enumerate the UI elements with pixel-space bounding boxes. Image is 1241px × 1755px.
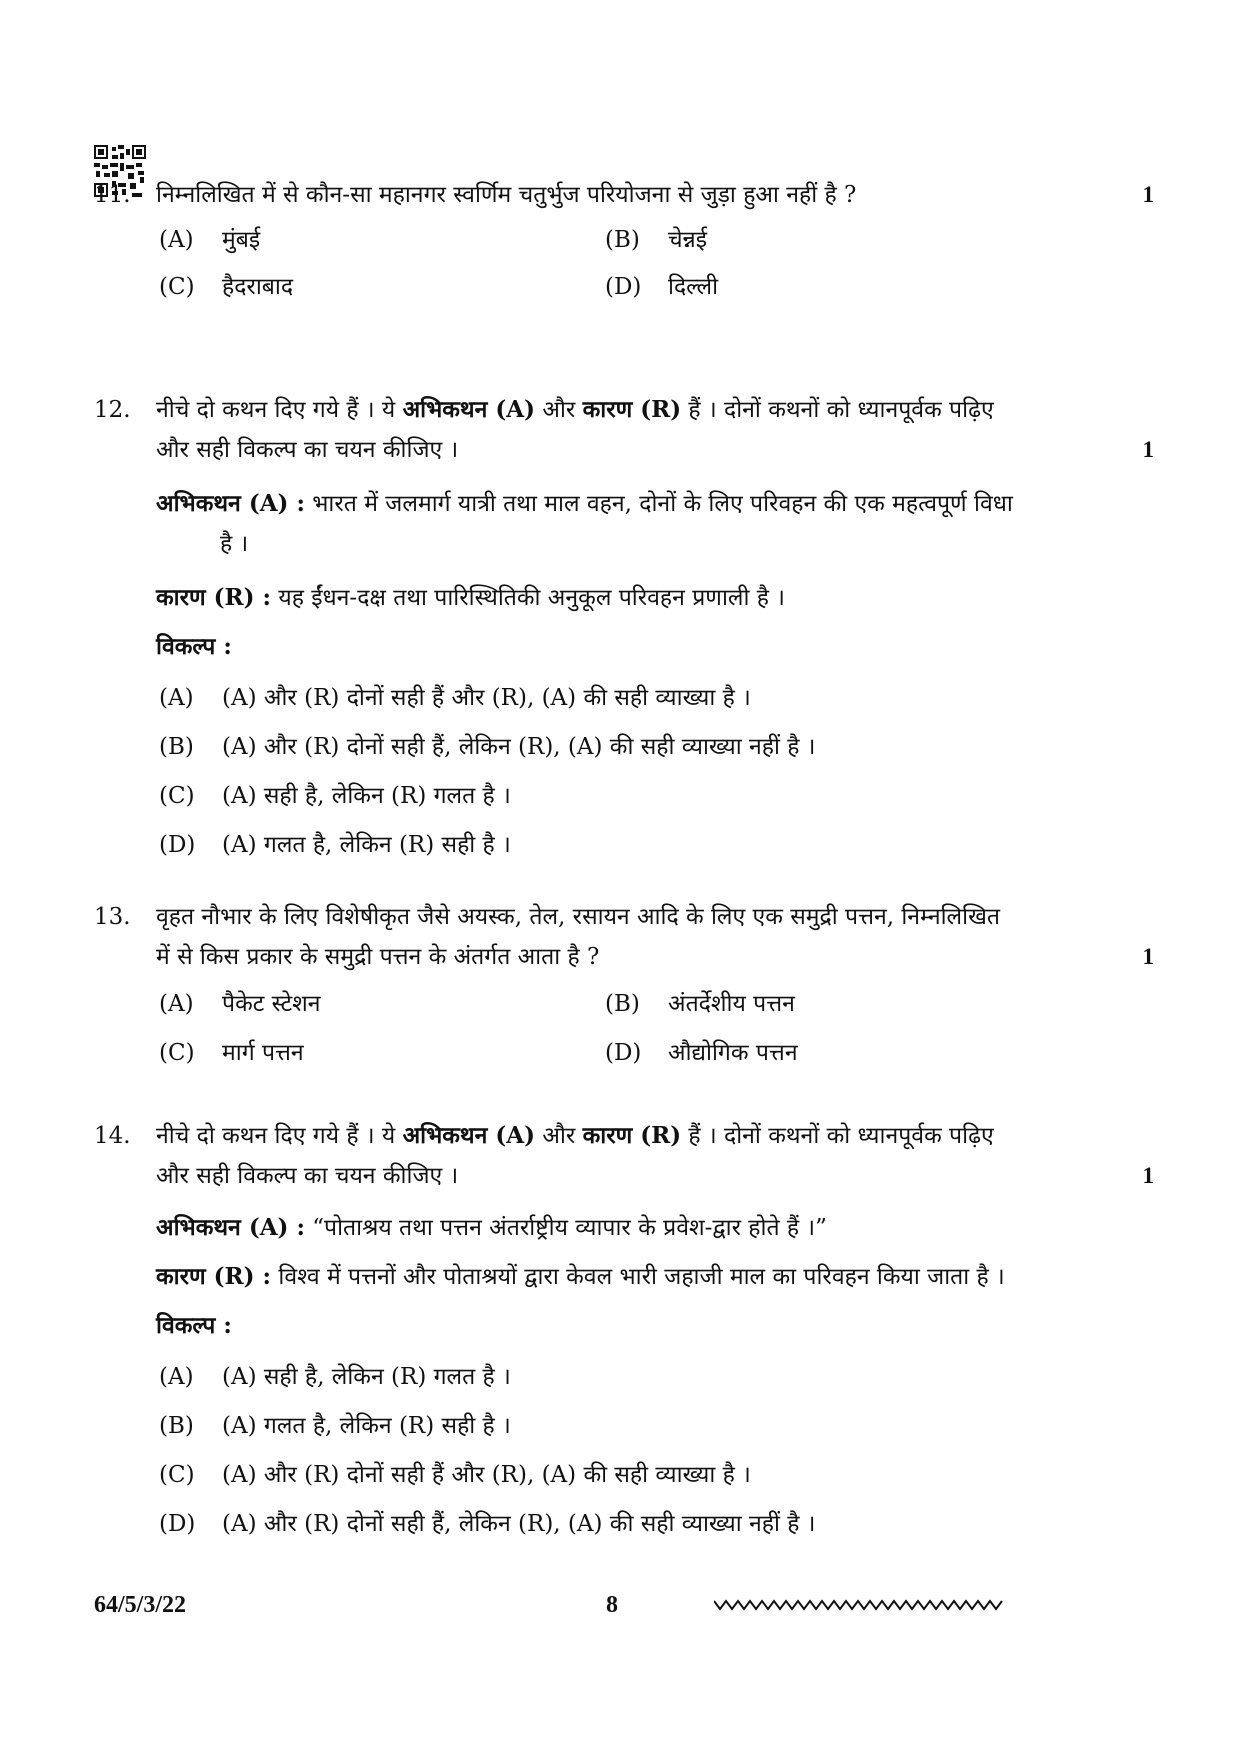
option-label: (B): [159, 734, 194, 760]
option-label: (B): [159, 1413, 194, 1439]
option-label: (B): [605, 227, 640, 253]
marks: 1: [1142, 437, 1154, 462]
option-text: दिल्ली: [668, 274, 719, 300]
page-number: 8: [606, 1592, 618, 1618]
option-text: (A) सही है, लेकिन (R) गलत है ।: [222, 1364, 511, 1390]
option-text: (A) सही है, लेकिन (R) गलत है ।: [222, 783, 511, 809]
reason: कारण (R) : यह ईंधन-दक्ष तथा पारिस्थितिकी अनुकूल परिवहन प्रणाली है ।: [156, 584, 785, 611]
question-number: 12.: [94, 397, 131, 423]
choices-label: विकल्प :: [156, 633, 232, 660]
options-row: [94, 984, 1154, 1024]
paper-code: 64/5/3/22: [94, 1592, 187, 1618]
question-text: नीचे दो कथन दिए गये हैं । ये अभिकथन (A) और कारण (R) हैं । दोनों कथनों को ध्यानपूर्वक पढ़िए: [156, 1122, 994, 1149]
option-text: चेन्नई: [668, 227, 708, 253]
option-text: (A) और (R) दोनों सही हैं और (R), (A) की सही व्याख्या है ।: [222, 685, 751, 711]
question-14: [94, 1116, 1154, 1544]
question-number: 13.: [94, 904, 131, 930]
question-number: 14.: [94, 1123, 131, 1149]
option-label: (A): [159, 685, 194, 711]
assertion: अभिकथन (A) : भारत में जलमार्ग यात्री तथा माल वहन, दोनों के लिए परिवहन की एक महत्वपूर्ण विधा: [156, 490, 1013, 517]
option-text: (A) और (R) दोनों सही हैं, लेकिन (R), (A) की सही व्याख्या नहीं है ।: [222, 734, 816, 760]
page-footer: [94, 1585, 1154, 1625]
question-text: नीचे दो कथन दिए गये हैं । ये अभिकथन (A) और कारण (R) हैं । दोनों कथनों को ध्यानपूर्वक पढ़िए: [156, 396, 994, 423]
option-label: (A): [159, 991, 194, 1017]
option-label: (C): [159, 783, 195, 809]
option-text: (A) गलत है, लेकिन (R) सही है ।: [222, 832, 511, 858]
options-row: [94, 1033, 1154, 1073]
question-text-cont: और सही विकल्प का चयन कीजिए ।: [156, 1163, 459, 1189]
marks: 1: [1142, 944, 1154, 969]
assertion: अभिकथन (A) : “पोताश्रय तथा पत्तन अंतर्राष्ट्रीय व्यापार के प्रवेश-द्वार होते हैं ।”: [156, 1214, 827, 1241]
question-number: 11.: [94, 182, 131, 208]
choices-label: विकल्प :: [156, 1312, 232, 1339]
option-label: (C): [159, 1462, 195, 1488]
option-text: मुंबई: [222, 227, 261, 253]
option-text: हैदराबाद: [222, 274, 294, 300]
option-label: (C): [159, 274, 195, 300]
question-text-cont: में से किस प्रकार के समुद्री पत्तन के अंतर्गत आता है ?: [156, 944, 600, 970]
question-11: [94, 175, 1154, 307]
option-label: (C): [159, 1040, 195, 1066]
question-text: वृहत नौभार के लिए विशेषीकृत जैसे अयस्क, तेल, रसायन आदि के लिए एक समुद्री पत्तन, निम्नलिखित: [156, 904, 1001, 930]
option-text: (A) गलत है, लेकिन (R) सही है ।: [222, 1413, 511, 1439]
option-text: (A) और (R) दोनों सही हैं और (R), (A) की सही व्याख्या है ।: [222, 1462, 751, 1488]
question-text: निम्नलिखित में से कौन-सा महानगर स्वर्णिम चतुर्भुज परियोजना से जुड़ा हुआ नहीं है ?: [156, 182, 857, 208]
option-text: मार्ग पत्तन: [222, 1040, 304, 1066]
question-13: [94, 897, 1154, 1073]
assertion-cont: है ।: [220, 531, 249, 557]
option-label: (D): [605, 1040, 642, 1066]
question-text-cont: और सही विकल्प का चयन कीजिए ।: [156, 437, 459, 463]
option-text: पैकेट स्टेशन: [222, 991, 321, 1017]
question-12: [94, 390, 1154, 865]
option-text: (A) और (R) दोनों सही हैं, लेकिन (R), (A) की सही व्याख्या नहीं है ।: [222, 1511, 816, 1537]
option-label: (D): [159, 832, 196, 858]
wave-line-icon: [714, 1595, 1010, 1613]
marks: 1: [1142, 182, 1154, 207]
option-text: अंतर्देशीय पत्तन: [668, 991, 795, 1017]
option-label: (A): [159, 227, 194, 253]
options-row: [94, 220, 1154, 260]
reason: कारण (R) : विश्व में पत्तनों और पोताश्रयों द्वारा केवल भारी जहाजी माल का परिवहन किया जाता है ।: [156, 1263, 1005, 1290]
option-label: (B): [605, 991, 640, 1017]
options-row: [94, 267, 1154, 307]
option-label: (D): [159, 1511, 196, 1537]
option-label: (A): [159, 1364, 194, 1390]
option-text: औद्योगिक पत्तन: [668, 1040, 798, 1066]
option-label: (D): [605, 274, 642, 300]
marks: 1: [1142, 1163, 1154, 1188]
